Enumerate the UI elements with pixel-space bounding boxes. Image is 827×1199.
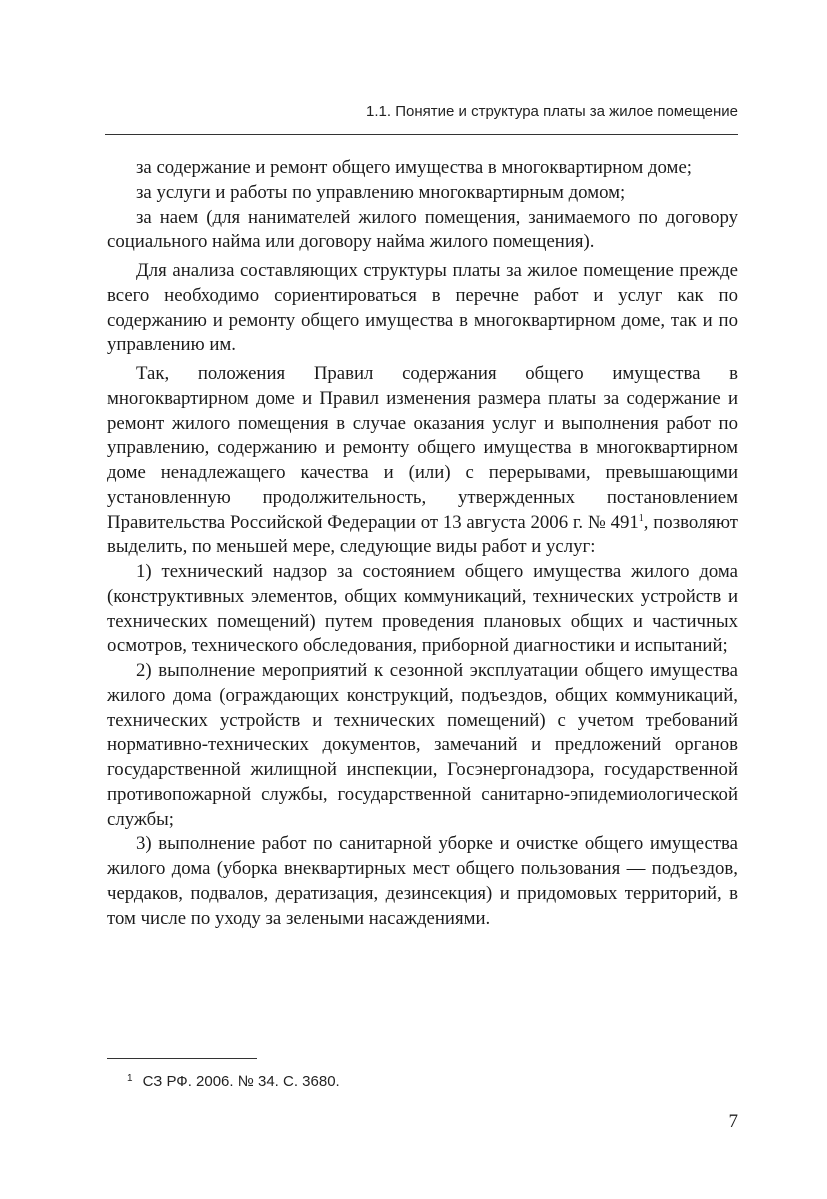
footnote-mark: 1 xyxy=(127,1073,133,1084)
paragraph-rent-item: за наем (для нанимателей жилого помещения, занимаемого по договору социального найма или договору найма жилого помещения). xyxy=(107,206,738,253)
paragraph-rules xyxy=(107,362,738,560)
running-head: 1.1. Понятие и структура платы за жилое помещение xyxy=(366,103,738,120)
paragraph-management-item: за услуги и работы по управлению многоквартирным домом; xyxy=(136,181,626,203)
header-rule xyxy=(105,134,738,135)
footnote-rule xyxy=(107,1058,257,1059)
list-item-technical-supervision: 1) технический надзор за состоянием общего имущества жилого дома (конструктивных элементов, общих коммуникаций, технических устройств и технических помещений) путем проведения плановых общих и частичных осмотров, технического обследования, приборной диагностики и испытаний; xyxy=(107,561,738,657)
footnote-reference: 1 xyxy=(638,512,644,524)
body-text xyxy=(107,156,738,931)
footnote xyxy=(107,1073,738,1090)
list-item-sanitary-cleaning: 3) выполнение работ по санитарной уборке и очистке общего имущества жилого дома (уборка внеквартирных мест общего пользования — подъездов, чердаков, подвалов, дератизация, дезинсекция) и придомовых территорий, в том числе по уходу за зелеными насаждениями. xyxy=(107,833,738,929)
paragraph-rules-text: Так, положения Правил содержания общего имущества в многоквартирном доме и Правил изменения размера платы за содержание и ремонт жилого помещения в случае оказания услуг и выполнения работ по управлению, содержанию и ремонту общего имущества в многоквартирном доме ненадлежащего качества и (или) с перерывами, превышающими установленную продолжительность, утвержденных постановлением Правительства Российской Федерации от 13 августа 2006 г. № 491 xyxy=(107,363,738,533)
list-item-seasonal-maintenance: 2) выполнение мероприятий к сезонной эксплуатации общего имущества жилого дома (ограждающих конструкций, подъездов, общих коммуникаций, технических устройств и технических помещений) с учетом требований нормативно-технических документов, замечаний и предложений органов государственной жилищной инспекции, Госэнергонадзора, государственной противопожарной службы, государственной санитарно-эпидемиологической службы; xyxy=(107,660,738,830)
footnote-text: СЗ РФ. 2006. № 34. С. 3680. xyxy=(142,1073,340,1090)
paragraph-analysis: Для анализа составляющих структуры платы за жилое помещение прежде всего необходимо сориентироваться в перечне работ и услуг как по содержанию и ремонту общего имущества в многоквартирном доме, так и по управлению им. xyxy=(107,260,738,356)
page-number: 7 xyxy=(728,1111,738,1132)
paragraph-maintenance-item: за содержание и ремонт общего имущества в многоквартирном доме; xyxy=(136,157,692,178)
paragraph-rules-tail: , позволяют выделить, по меньшей мере, следующие виды работ и услуг: xyxy=(107,511,738,558)
